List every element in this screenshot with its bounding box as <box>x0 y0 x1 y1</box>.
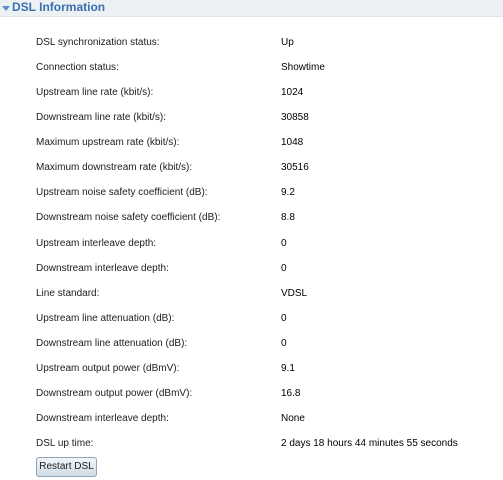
row-value: 9.2 <box>281 187 295 198</box>
row-value: 1024 <box>281 87 304 98</box>
row-value: VDSL <box>281 288 308 299</box>
row-label: Maximum downstream rate (kbit/s): <box>36 162 193 173</box>
row-label: Connection status: <box>36 62 119 73</box>
info-row-downstream-power <box>0 387 503 405</box>
info-row-downstream-rate <box>0 111 503 129</box>
info-row-dsl-uptime <box>0 437 503 455</box>
info-row-downstream-interleave-2 <box>0 412 503 430</box>
row-value: 9.1 <box>281 363 295 374</box>
section-title[interactable]: DSL Information <box>12 0 106 14</box>
row-label: Downstream output power (dBmV): <box>36 388 193 399</box>
row-label: Upstream line attenuation (dB): <box>36 313 175 324</box>
row-label: Upstream noise safety coefficient (dB): <box>36 187 208 198</box>
row-value: Up <box>281 37 294 48</box>
row-label: Upstream interleave depth: <box>36 238 157 249</box>
row-label: Upstream line rate (kbit/s): <box>36 87 154 98</box>
row-label: Downstream interleave depth: <box>36 263 169 274</box>
restart-dsl-button[interactable]: Restart DSL <box>36 457 97 477</box>
row-value: 0 <box>281 338 287 349</box>
row-value: 8.8 <box>281 212 295 223</box>
info-row-upstream-attenuation <box>0 312 503 330</box>
row-label: Upstream output power (dBmV): <box>36 363 180 374</box>
row-value: 0 <box>281 263 287 274</box>
info-row-upstream-noise <box>0 186 503 204</box>
row-value: 16.8 <box>281 388 301 399</box>
row-value: 30516 <box>281 162 309 173</box>
row-label: Maximum upstream rate (kbit/s): <box>36 137 180 148</box>
row-label: Downstream noise safety coefficient (dB): <box>36 212 221 223</box>
info-row-upstream-power <box>0 362 503 380</box>
info-row-downstream-noise <box>0 211 503 229</box>
info-row-downstream-attenuation <box>0 337 503 355</box>
row-value: 0 <box>281 313 287 324</box>
section-header <box>0 0 503 17</box>
info-row-connection-status <box>0 61 503 79</box>
info-row-line-standard <box>0 287 503 305</box>
row-label: Line standard: <box>36 288 100 299</box>
row-value: 0 <box>281 238 287 249</box>
info-row-downstream-interleave <box>0 262 503 280</box>
info-row-sync-status <box>0 36 503 54</box>
row-label: Downstream interleave depth: <box>36 413 169 424</box>
info-row-max-downstream <box>0 161 503 179</box>
row-value: 2 days 18 hours 44 minutes 55 seconds <box>281 438 458 449</box>
row-value: Showtime <box>281 62 325 73</box>
row-label: Downstream line attenuation (dB): <box>36 338 188 349</box>
info-row-max-upstream <box>0 136 503 154</box>
row-label: DSL synchronization status: <box>36 37 160 48</box>
info-row-upstream-rate <box>0 86 503 104</box>
row-value: 30858 <box>281 112 309 123</box>
row-label: DSL up time: <box>36 438 94 449</box>
row-label: Downstream line rate (kbit/s): <box>36 112 167 123</box>
collapse-triangle-icon[interactable] <box>2 4 10 12</box>
row-value: 1048 <box>281 137 304 148</box>
info-row-upstream-interleave <box>0 237 503 255</box>
row-value: None <box>281 413 305 424</box>
